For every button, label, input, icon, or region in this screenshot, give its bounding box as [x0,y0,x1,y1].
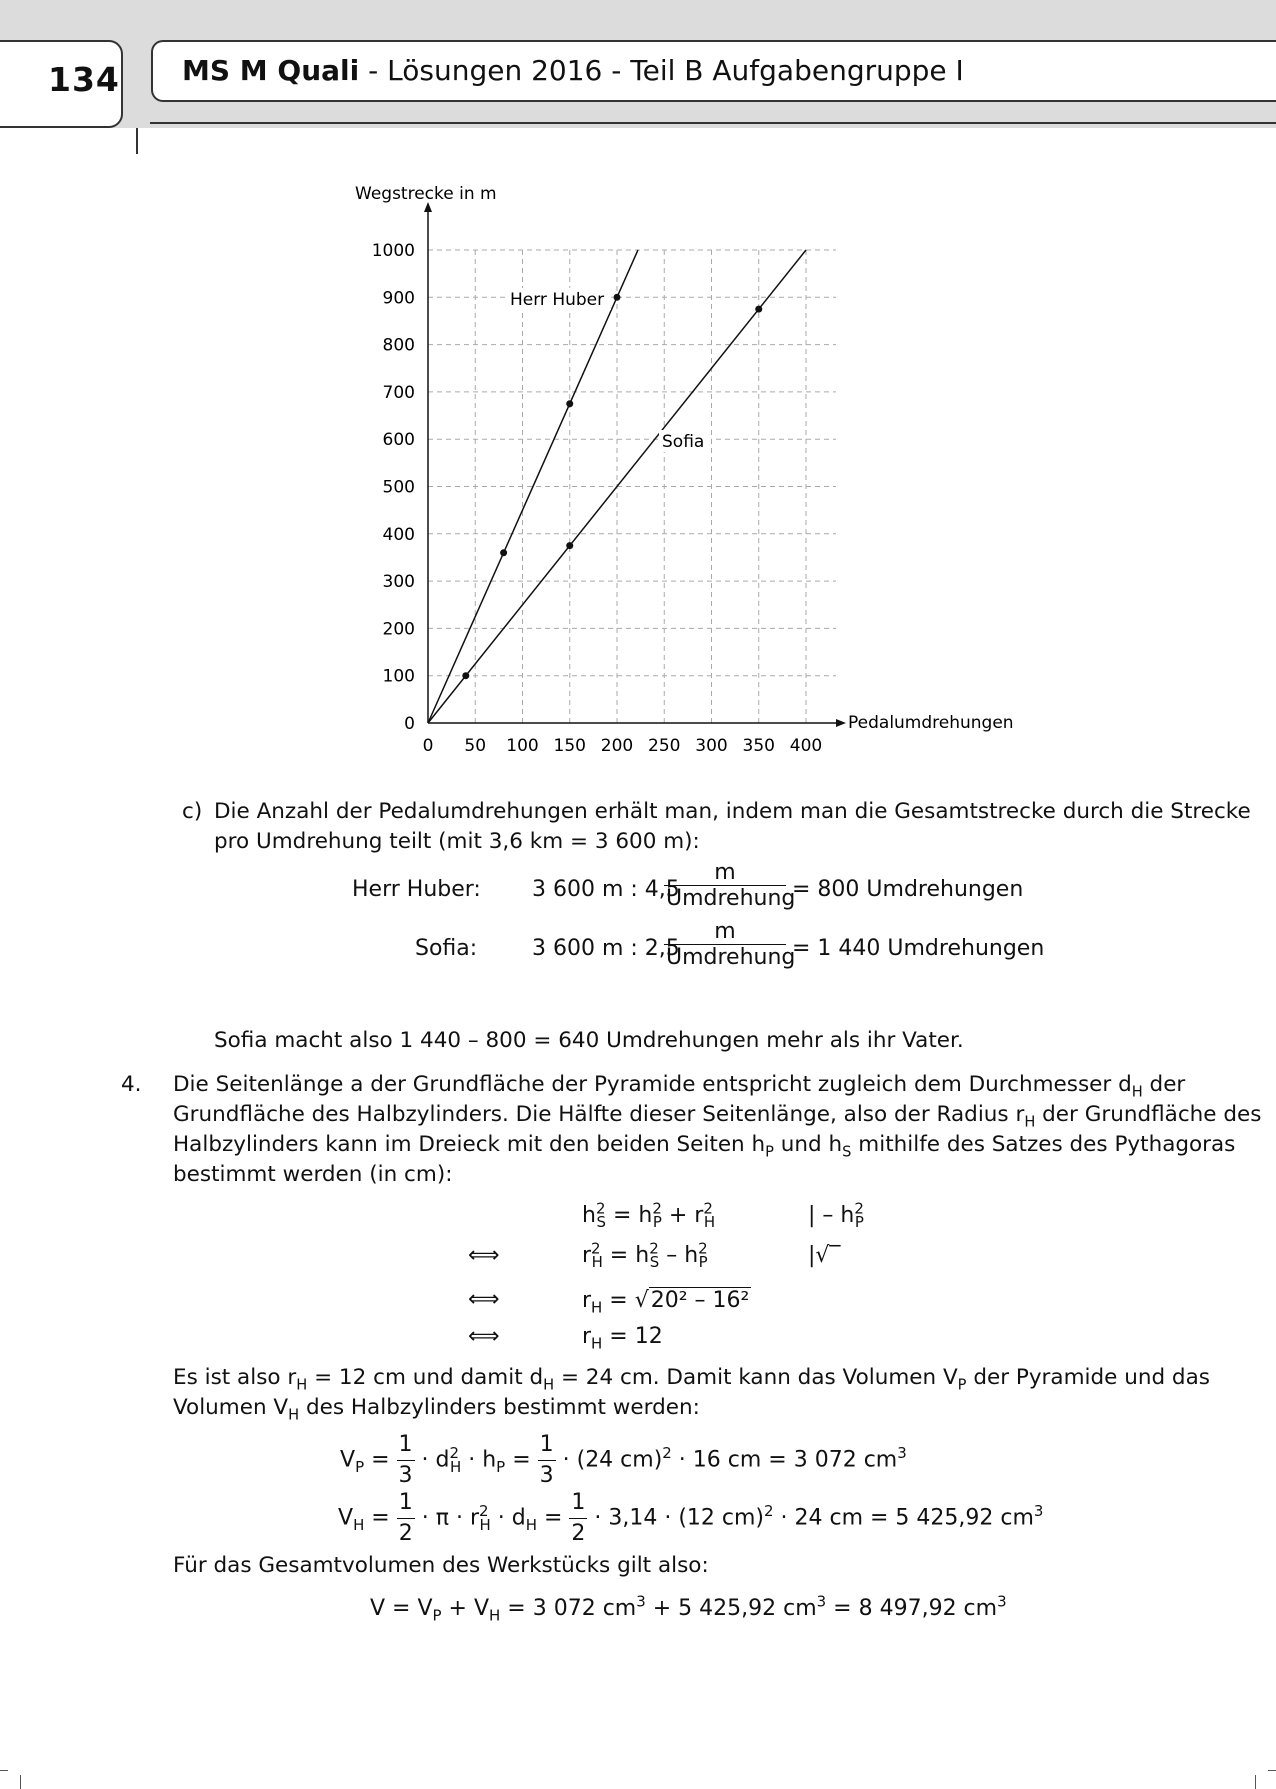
title-bold: MS M Quali [182,54,360,87]
text: · 3,14 · (12 cm) [587,1505,764,1531]
title-rest: - Lösungen 2016 - Teil B Aufgabengruppe I [359,54,964,87]
crop-mark [20,1775,21,1789]
y-tick-label: 1000 [371,241,415,261]
data-point [614,294,621,301]
eq-2-step-sqrt: |√‾ [808,1243,841,1268]
part-c-line-1: Die Anzahl der Pedalumdrehungen erhält man, indem man die Gesamtstrecke durch die Strecke [214,799,1251,824]
fraction-denominator: Umdrehung [666,945,796,970]
subscript: H [1131,1083,1143,1101]
crop-mark [1268,1770,1276,1771]
y-tick-label: 700 [382,382,415,403]
eq-3: $r_H = √20^2 - 16^2$ [582,1288,750,1317]
text: + 5 425,92 cm [645,1596,817,1621]
text: + V [441,1596,490,1621]
page-number: 134 [48,60,120,99]
calc-sofia-name: Sofia: [415,936,478,961]
x-tick-label: 50 [464,736,487,756]
distance-chart [0,0,1276,780]
part-c-line-2: pro Umdrehung teilt (mit 3,6 km = 3 600 m): [214,829,700,854]
text: Volumen V [173,1395,289,1420]
subscript: H [288,1406,300,1424]
x-tick-label: 350 [742,736,775,756]
text: · (24 cm) [555,1447,663,1473]
subscript: P [957,1376,967,1394]
text: = 12 [602,1324,663,1349]
task-4-line-6 [173,1393,700,1423]
series-label: Herr Huber [510,290,605,310]
y-tick-label: 900 [382,288,415,309]
subscript: H [296,1376,308,1394]
x-tick-label: 0 [422,736,434,756]
y-tick-label: 500 [382,477,415,498]
series-label: Sofia [662,432,705,452]
y-tick-label: 100 [382,666,415,687]
calc-sofia-result: = 1 440 Umdrehungen [792,936,1045,961]
task-4-line-5 [173,1363,1210,1393]
fraction-numerator: m [714,860,736,885]
x-axis-label: Pedalumdrehungen [848,713,1014,733]
x-tick-label: 150 [553,736,586,756]
data-point [755,306,762,313]
subscript: H [543,1376,555,1394]
eq-4 [582,1324,663,1353]
y-tick-label: 800 [382,335,415,356]
task-4-line-2 [173,1100,1261,1130]
text: = 3 072 cm [500,1596,637,1621]
task-4-line-4: bestimmt werden (in cm): [173,1162,453,1187]
task-4-line-7: Für das Gesamtvolumen des Werkstücks gilt also: [173,1553,709,1578]
calc-sofia-left: 3 600 m : 2,5 [532,936,680,961]
crop-mark [1255,1775,1256,1789]
x-tick-label: 300 [695,736,728,756]
volume-halfcylinder: $V_H$ = $\frac{1}{2}$ · $\pi \cdot r^2_H \cdot d_H$ = $\frac{1}{2}$ · 3,14 · (12 cm)$^2$ · 24 cm = 5 425,92 $cm^3$ [338,1488,1043,1549]
x-tick-label: 200 [600,736,634,756]
text: der Grundfläche des [1035,1102,1262,1127]
text: des Halbzylinders bestimmt werden: [299,1395,700,1420]
subscript: H [1024,1113,1036,1131]
task-4-line-1 [173,1070,1185,1100]
x-tick-label: 100 [506,736,539,756]
x-tick-label: 250 [648,736,681,756]
subscript: P [765,1143,774,1161]
text: der [1142,1072,1186,1097]
x-axis-arrow [836,719,846,727]
y-tick-label: 300 [382,572,415,593]
y-tick-label: 200 [382,619,415,640]
y-tick-label: 600 [382,430,415,451]
text: der Pyramide und das [966,1365,1210,1390]
eq-1-step: | – $h^2_P$ [808,1199,864,1232]
text: mithilfe des Satzes des Pythagoras [851,1132,1236,1157]
y-axis-label: Wegstrecke in m [355,184,497,204]
calc-huber-result: = 800 Umdrehungen [792,877,1024,902]
data-point [566,542,573,549]
part-c-conclusion: Sofia macht also 1 440 – 800 = 640 Umdrehungen mehr als ihr Vater. [214,1028,964,1053]
equivalence-arrow: ⟺ [468,1287,500,1312]
text: Es ist also r [173,1365,297,1390]
text: = 24 cm. Damit kann das Volumen V [554,1365,958,1390]
fraction-denominator: Umdrehung [666,886,796,911]
crop-mark [0,1770,8,1771]
text: Die Seitenlänge a der Grundfläche der Pyramide entspricht zugleich dem Durchmesser d [173,1072,1132,1097]
text: = 12 cm und damit d [307,1365,544,1390]
subscript: H [591,1334,603,1353]
total-volume: $V = V_P + V_H = 3$ 072 $cm^3 + 5$ 425,92 $cm^3 = 8$ 497,92 $cm^3$ [370,1592,1007,1625]
data-point [462,672,469,679]
step-text: | – h [808,1203,855,1228]
data-point [566,400,573,407]
calc-huber-name: Herr Huber: [352,877,481,902]
y-tick-label: 400 [382,524,415,545]
text: r [582,1324,592,1349]
radicand: 20² – 16² [650,1288,750,1313]
calc-huber-fraction [664,860,796,911]
data-point [500,549,507,556]
part-c-label: c) [182,799,203,824]
text: = 8 497,92 cm [826,1596,998,1621]
calc-sofia-fraction [664,919,796,970]
task-4-number: 4. [121,1072,142,1097]
equivalence-arrow: ⟺ [468,1243,500,1268]
equivalence-arrow: ⟺ [468,1324,500,1349]
subscript: S [842,1143,852,1161]
text: Grundfläche des Halbzylinders. Die Hälfte dieser Seitenlänge, also der Radius r [173,1102,1025,1127]
volume-pyramid: $V_P$ = $\frac{1}{3}$ · $d^2_H \cdot h_P$ = $\frac{1}{3}$ · (24 cm)$^2$ · 16 cm = 3 072 $cm^3$ [340,1430,907,1491]
x-tick-label: 400 [789,736,823,756]
text: Halbzylinders kann im Dreieck mit den beiden Seiten h [173,1132,766,1157]
y-tick-label: 0 [404,714,415,734]
text: V = V [370,1596,433,1621]
fraction-numerator: m [714,919,736,944]
calc-huber-left: 3 600 m : 4,5 [532,877,680,902]
eq-2: $r^2_H = h^2_S - h^2_P$ [582,1239,708,1272]
text: · 24 cm = 5 425,92 cm [773,1505,1034,1531]
text: und h [773,1132,843,1157]
task-4-line-3 [173,1130,1235,1160]
text: · 16 cm = 3 072 cm [671,1447,898,1473]
eq-1: $h^2_S = h^2_P + r^2_H$ [582,1199,716,1232]
